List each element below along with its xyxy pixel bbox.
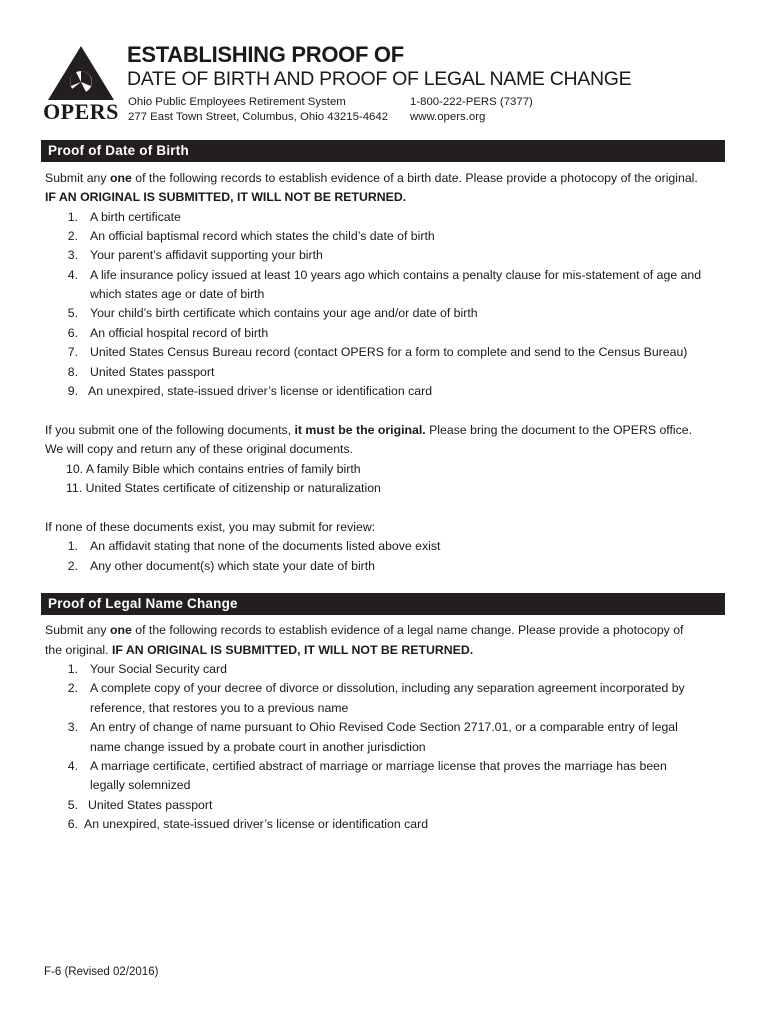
name-change-intro: Submit any one of the following records to establish evidence of a legal name change. Please provide a photocopy of: [45, 623, 684, 637]
org-contact-address: [128, 95, 388, 125]
org-address: 277 East Town Street, Columbus, Ohio 43215-4642: [128, 111, 389, 123]
document-title: ESTABLISHING PROOF OF: [127, 42, 404, 67]
birth-warning: IF AN ORIGINAL IS SUBMITTED, IT WILL NOT BE RETURNED.: [45, 190, 407, 204]
document-subtitle: DATE OF BIRTH AND PROOF OF LEGAL NAME CHANGE: [127, 68, 632, 90]
birth-list-item-continued: which states age or date of birth: [90, 287, 265, 301]
org-name: Ohio Public Employees Retirement System: [128, 96, 346, 108]
opers-triangle-icon: [46, 44, 116, 102]
section-heading-name-change: [41, 593, 725, 615]
section-heading-birth-label: Proof of Date of Birth: [48, 143, 189, 158]
original-intro-line2: We will copy and return any of these original documents.: [45, 442, 354, 456]
logo-text: OPERS: [43, 99, 119, 124]
name-change-list-item-continued: name change issued by a probate court in another jurisdiction: [90, 740, 426, 754]
opers-logo: [40, 44, 122, 124]
org-phone: 1-800-222-PERS (7377): [410, 96, 533, 108]
none-exist-intro: If none of these documents exist, you may submit for review:: [45, 520, 376, 534]
birth-intro: Submit any one of the following records to establish evidence of a birth date. Please provide a photocopy of the original.: [45, 171, 698, 185]
original-intro: If you submit one of the following documents, it must be the original. Please bring the document to the OPERS office.: [45, 423, 693, 437]
original-list-item: 11. United States certificate of citizenship or naturalization: [66, 481, 381, 495]
org-website: www.opers.org: [410, 111, 486, 123]
section-heading-birth: [41, 140, 725, 162]
section-heading-name-change-label: Proof of Legal Name Change: [48, 596, 238, 611]
original-list-item: 10. A family Bible which contains entries of family birth: [66, 462, 361, 476]
name-change-list-item-continued: reference, that restores you to a previous name: [90, 701, 349, 715]
org-contact-phone-web: [410, 95, 533, 125]
name-change-list-item-continued: legally solemnized: [90, 778, 191, 792]
form-id: F-6 (Revised 02/2016): [44, 966, 159, 978]
name-change-intro-line2: the original. IF AN ORIGINAL IS SUBMITTED, IT WILL NOT BE RETURNED.: [45, 643, 474, 657]
